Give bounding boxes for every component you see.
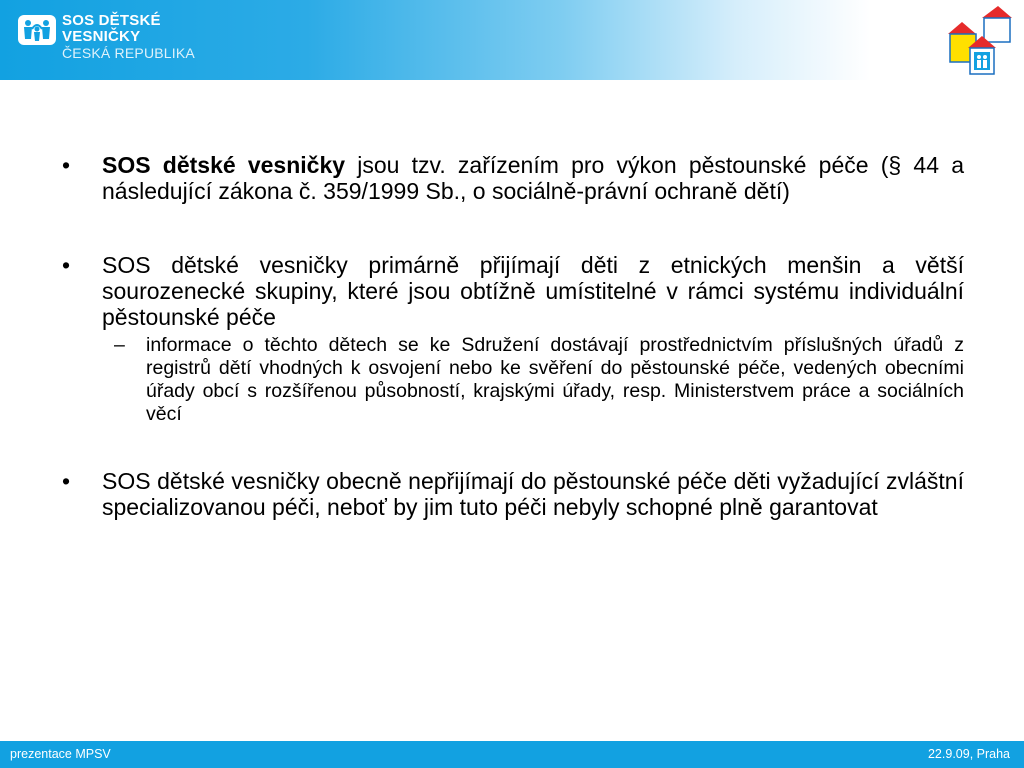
bullet-3-text: SOS dětské vesničky obecně nepřijímají do pěstounské péče děti vyžadující zvláštní specializovanou péči, neboť by jim tuto péči nebyly schopné plně garantovat: [102, 468, 964, 520]
logo-line-3: ČESKÁ REPUBLIKA: [62, 45, 195, 61]
header-banner: [0, 0, 1024, 80]
bullet-mark: •: [62, 252, 71, 278]
bullet-item-3: [62, 468, 964, 520]
bullet-1-text: jsou tzv. zařízením pro výkon pěstounské péče (§ 44 a následující zákona č. 359/1999 Sb., o sociálně-právní ochraně dětí): [102, 152, 964, 204]
footer-right-text: 22.9.09, Praha: [927, 747, 1010, 761]
bullet-1-bold: SOS dětské vesničky: [102, 152, 346, 178]
bullet-mark: •: [62, 468, 71, 494]
bullet-2-text: SOS dětské vesničky primárně přijímají děti z etnických menšin a větší sourozenecké skupiny, které jsou obtížně umístitelné v rámci systému individuální pěstounské péče: [102, 252, 964, 330]
sos-children-logo-icon: [18, 15, 56, 45]
logo-text: [62, 13, 195, 61]
dash-mark: –: [114, 334, 125, 356]
footer-left-text: prezentace MPSV: [10, 747, 111, 761]
logo-line-1: SOS DĚTSKÉ: [62, 12, 161, 29]
footer-bar: [0, 741, 1024, 768]
bullet-mark: •: [62, 152, 71, 178]
houses-logo-icon: [946, 4, 1016, 78]
logo-line-2: VESNIČKY: [62, 28, 141, 45]
slide-content: [62, 152, 964, 520]
bullet-item-2: [62, 252, 964, 330]
bullet-item-1: [62, 152, 964, 204]
sub-bullet-text: informace o těchto dětech se ke Sdružení dostávají prostřednictvím příslušných úřadů z registrů dětí vhodných k osvojení nebo ke svěření do pěstounské péče, vedených obecními úřady obcí s rozšířenou působností, krajskými úřady, resp. Ministerstvem práce a sociálních věcí: [146, 334, 964, 425]
sub-bullet-item: [62, 334, 964, 426]
